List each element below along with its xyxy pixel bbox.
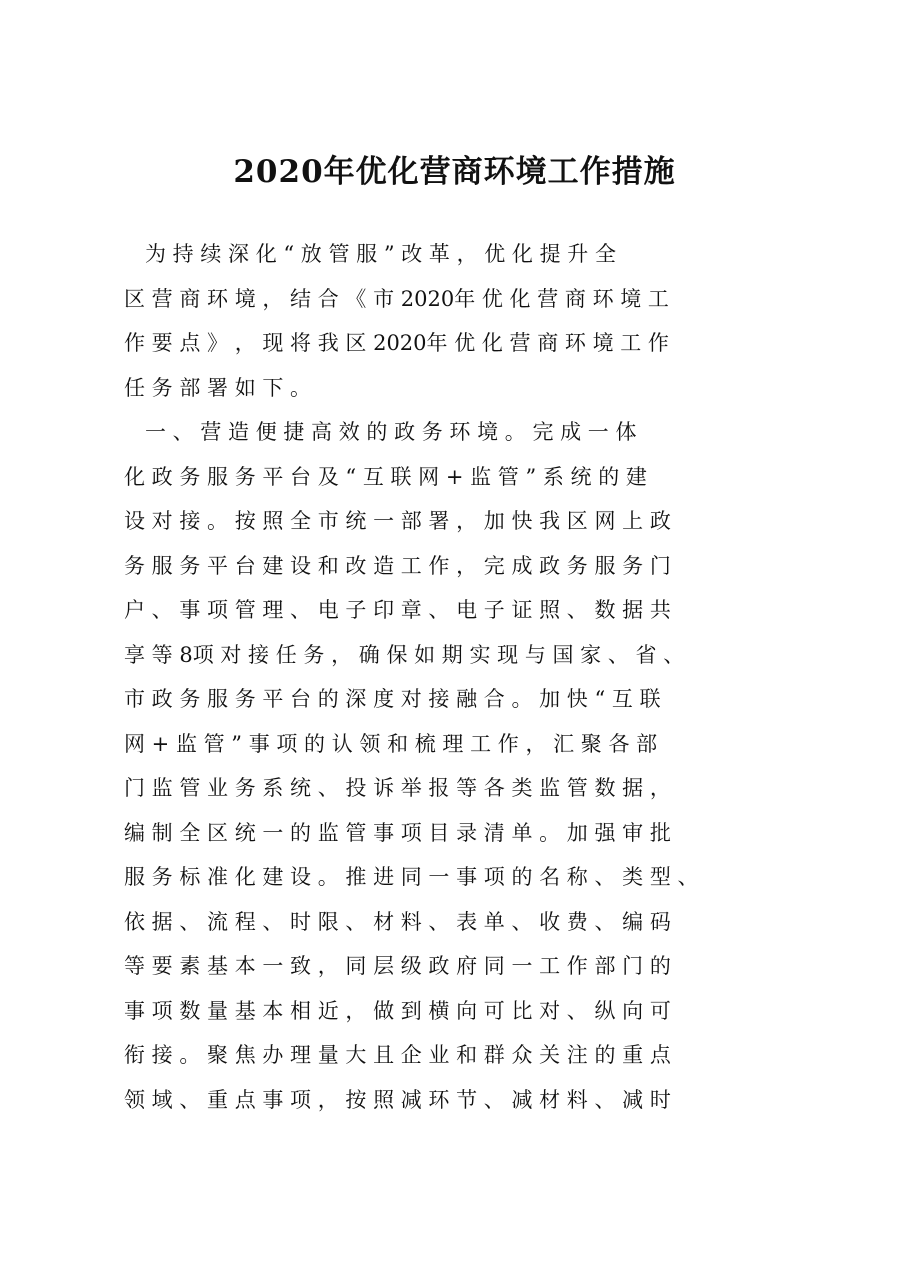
text-line: 编 制 全 区 统 一 的 监 管 事 项 目 录 清 单 。 加 强 审 批	[124, 820, 671, 845]
text-line: 务 服 务 平 台 建 设 和 改 造 工 作 ， 完 成 政 务 服 务 门	[124, 553, 671, 578]
text-line: 依 据 、 流 程 、 时 限 、 材 料 、 表 单 、 收 费 、 编 码	[124, 909, 671, 934]
text-line: 服 务 标 准 化 建 设 。 推 进 同 一 事 项 的 名 称 、 类 型 、	[124, 865, 699, 889]
text-line: 门 监 管 业 务 系 统 、 投 诉 举 报 等 各 类 监 管 数 据 ，	[124, 776, 671, 800]
text-line: 设 对 接 。 按 照 全 市 统 一 部 署 ， 加 快 我 区 网 上 政	[124, 509, 671, 533]
text-line: 事 项 数 量 基 本 相 近 ， 做 到 横 向 可 比 对 、 纵 向 可	[124, 998, 671, 1023]
text-line: 一 、 营 造 便 捷 高 效 的 政 务 环 境 。 完 成 一 体	[124, 420, 637, 444]
text-line: 户 、 事 项 管 理 、 电 子 印 章 、 电 子 证 照 、 数 据 共	[124, 598, 671, 622]
text-line: 作 要 点 》 ， 现 将 我 区 2020年 优 化 营 商 环 境 工 作	[124, 331, 669, 355]
text-line: 任 务 部 署 如 下 。	[124, 375, 312, 400]
text-line: 网 + 监 管 ” 事 项 的 认 领 和 梳 理 工 作 ， 汇 聚 各 部	[124, 731, 658, 756]
text-line: 市 政 务 服 务 平 台 的 深 度 对 接 融 合 。 加 快 “ 互 联	[124, 687, 661, 711]
document-title: 2020年优化营商环境工作措施	[233, 154, 676, 190]
text-line: 享 等 8项 对 接 任 务 ， 确 保 如 期 实 现 与 国 家 、 省 、	[124, 642, 685, 667]
text-line: 区 营 商 环 境 ， 结 合 《 市 2020年 优 化 营 商 环 境 工	[124, 286, 669, 311]
text-line: 为 持 续 深 化 “ 放 管 服 ” 改 革 ， 优 化 提 升 全	[124, 242, 616, 266]
text-line: 衔 接 。 聚 焦 办 理 量 大 且 企 业 和 群 众 关 注 的 重 点	[124, 1043, 671, 1067]
text-line: 领 域 、 重 点 事 项 ， 按 照 减 环 节 、 减 材 料 、 减 时	[124, 1087, 671, 1112]
document-body	[124, 232, 824, 1122]
text-line: 等 要 素 基 本 一 致 ， 同 层 级 政 府 同 一 工 作 部 门 的	[124, 954, 671, 978]
text-line: 化 政 务 服 务 平 台 及 “ 互 联 网 + 监 管 ” 系 统 的 建	[124, 464, 647, 489]
